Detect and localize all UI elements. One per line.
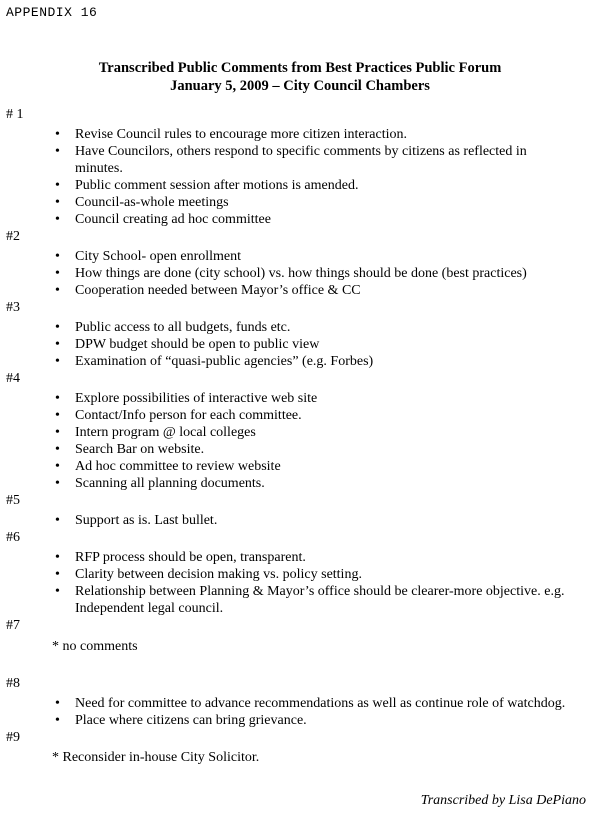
section-label: #8 xyxy=(6,676,20,691)
comment-item: • Examination of “quasi-public agencies” (e.g. Forbes) xyxy=(75,353,575,370)
section-9 xyxy=(0,729,600,766)
section-label: #4 xyxy=(6,371,20,386)
section-1 xyxy=(0,106,600,228)
section-5 xyxy=(0,492,600,529)
section-label: #7 xyxy=(6,618,20,633)
comment-item: • Clarity between decision making vs. policy setting. xyxy=(75,566,575,583)
comment-list xyxy=(0,319,600,370)
comment-item: • Support as is. Last bullet. xyxy=(75,512,575,529)
section-7 xyxy=(0,617,600,655)
comment-list xyxy=(0,126,600,228)
comment-list xyxy=(0,248,600,299)
comment-item: • Relationship between Planning & Mayor’s office should be clearer-more objective. e.g. Independent legal council. xyxy=(75,583,575,617)
transcriber-credit: Transcribed by Lisa DePiano xyxy=(420,793,586,808)
section-label: #2 xyxy=(6,229,20,244)
comment-item: • City School- open enrollment xyxy=(75,248,575,265)
section-label: # 1 xyxy=(6,107,24,122)
comment-item: • Search Bar on website. xyxy=(75,441,575,458)
comment-item: • DPW budget should be open to public view xyxy=(75,336,575,353)
comment-item: • Scanning all planning documents. xyxy=(75,475,575,492)
comment-item: • Public comment session after motions is amended. xyxy=(75,177,575,194)
title-line-2: January 5, 2009 – City Council Chambers xyxy=(170,78,430,94)
comment-item: • Place where citizens can bring grievance. xyxy=(75,712,575,729)
comment-item: • Council creating ad hoc committee xyxy=(75,211,575,228)
comment-item: • Cooperation needed between Mayor’s office & CC xyxy=(75,282,575,299)
section-2 xyxy=(0,228,600,299)
comment-list xyxy=(0,695,600,729)
section-label: #3 xyxy=(6,300,20,315)
comment-item: • Revise Council rules to encourage more citizen interaction. xyxy=(75,126,575,143)
comment-item: • Ad hoc committee to review website xyxy=(75,458,575,475)
comment-item: • Have Councilors, others respond to specific comments by citizens as reflected in minutes. xyxy=(75,143,575,177)
comment-item: • Contact/Info person for each committee. xyxy=(75,407,575,424)
section-label: #6 xyxy=(6,530,20,545)
comment-item: • Public access to all budgets, funds etc. xyxy=(75,319,575,336)
section-label: #5 xyxy=(6,493,20,508)
comment-item: • Explore possibilities of interactive web site xyxy=(75,390,575,407)
comment-list xyxy=(0,390,600,492)
comment-list xyxy=(0,549,600,617)
section-label: #9 xyxy=(6,730,20,745)
comment-item: • Council-as-whole meetings xyxy=(75,194,575,211)
section-8 xyxy=(0,675,600,729)
title-line-1: Transcribed Public Comments from Best Practices Public Forum xyxy=(98,60,502,76)
section-note: * Reconsider in-house City Solicitor. xyxy=(52,750,260,765)
section-6 xyxy=(0,529,600,617)
comment-item: • Need for committee to advance recommendations as well as continue role of watchdog. xyxy=(75,695,575,712)
comments-body xyxy=(0,106,600,766)
section-4 xyxy=(0,370,600,492)
section-note: * no comments xyxy=(52,639,138,654)
comment-item: • How things are done (city school) vs. how things should be done (best practices) xyxy=(75,265,575,282)
comment-item: • Intern program @ local colleges xyxy=(75,424,575,441)
appendix-label: APPENDIX 16 xyxy=(6,5,98,20)
comment-item: • RFP process should be open, transparent. xyxy=(75,549,575,566)
document-title xyxy=(0,59,600,95)
section-3 xyxy=(0,299,600,370)
comment-list xyxy=(0,512,600,529)
